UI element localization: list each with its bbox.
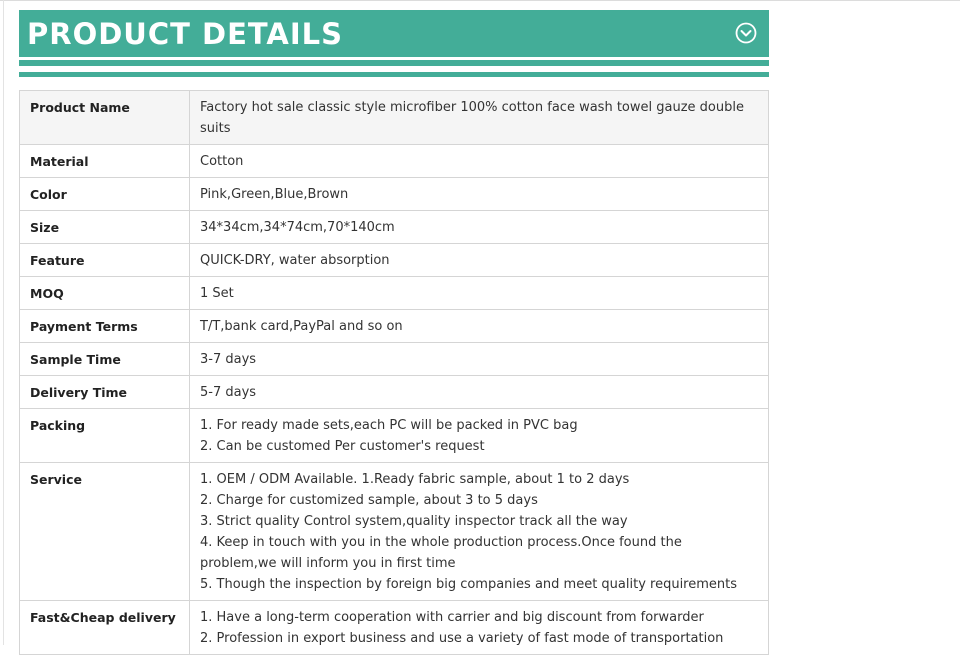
row-value bbox=[190, 178, 769, 211]
value-line: 1 Set bbox=[200, 286, 234, 301]
table-row bbox=[20, 343, 769, 376]
header-stripe-upper bbox=[19, 60, 769, 66]
row-label: Sample Time bbox=[20, 343, 190, 376]
row-label: Fast&Cheap delivery bbox=[20, 601, 190, 655]
row-label: Delivery Time bbox=[20, 376, 190, 409]
row-value bbox=[190, 601, 769, 655]
product-details-header bbox=[19, 10, 769, 57]
value-line: 1. For ready made sets,each PC will be packed in PVC bag bbox=[200, 418, 578, 433]
table-row bbox=[20, 409, 769, 463]
row-value bbox=[190, 376, 769, 409]
value-line: T/T,bank card,PayPal and so on bbox=[200, 319, 403, 334]
row-label: Payment Terms bbox=[20, 310, 190, 343]
value-line: 3-7 days bbox=[200, 352, 257, 367]
value-line: 1. OEM / ODM Available. 1.Ready fabric sample, about 1 to 2 days bbox=[200, 472, 630, 487]
row-label: Service bbox=[20, 463, 190, 601]
table-row bbox=[20, 601, 769, 655]
value-line: 5. Though the inspection by foreign big companies and meet quality requirements bbox=[200, 577, 738, 592]
table-row bbox=[20, 463, 769, 601]
value-line: 34*34cm,34*74cm,70*140cm bbox=[200, 220, 395, 235]
frame-top-border bbox=[0, 0, 960, 1]
table-row bbox=[20, 277, 769, 310]
value-line: Factory hot sale classic style microfiber 100% cotton face wash towel gauze double suits bbox=[200, 100, 744, 136]
value-line: 2. Charge for customized sample, about 3 to 5 days bbox=[200, 493, 538, 508]
row-value bbox=[190, 211, 769, 244]
row-value bbox=[190, 310, 769, 343]
table-row bbox=[20, 211, 769, 244]
table-row bbox=[20, 91, 769, 145]
row-value bbox=[190, 91, 769, 145]
value-line: 5-7 days bbox=[200, 385, 257, 400]
value-line: 2. Can be customed Per customer's request bbox=[200, 439, 485, 454]
header-stripe-lower bbox=[19, 72, 769, 77]
row-value bbox=[190, 277, 769, 310]
value-line: Cotton bbox=[200, 154, 244, 169]
row-label: Product Name bbox=[20, 91, 190, 145]
section-title: PRODUCT DETAILS bbox=[27, 17, 344, 51]
frame-left-border bbox=[3, 0, 4, 645]
row-value bbox=[190, 343, 769, 376]
collapse-toggle-button[interactable] bbox=[735, 22, 757, 44]
value-line: Pink,Green,Blue,Brown bbox=[200, 187, 349, 202]
value-line: 2. Profession in export business and use a variety of fast mode of transportation bbox=[200, 631, 724, 646]
value-line: 1. Have a long-term cooperation with carrier and big discount from forwarder bbox=[200, 610, 704, 625]
value-line: 3. Strict quality Control system,quality inspector track all the way bbox=[200, 514, 628, 529]
row-value bbox=[190, 244, 769, 277]
row-value bbox=[190, 409, 769, 463]
row-label: MOQ bbox=[20, 277, 190, 310]
value-line: QUICK-DRY, water absorption bbox=[200, 253, 390, 268]
chevron-down-circle-icon bbox=[735, 22, 757, 44]
table-row bbox=[20, 310, 769, 343]
product-details-table bbox=[19, 90, 769, 655]
table-row bbox=[20, 244, 769, 277]
row-value bbox=[190, 145, 769, 178]
row-label: Material bbox=[20, 145, 190, 178]
row-label: Feature bbox=[20, 244, 190, 277]
value-line: 4. Keep in touch with you in the whole production process.Once found the problem,we will inform you in first time bbox=[200, 535, 682, 571]
row-label: Color bbox=[20, 178, 190, 211]
table-row bbox=[20, 376, 769, 409]
table-row bbox=[20, 178, 769, 211]
row-label: Packing bbox=[20, 409, 190, 463]
table-row bbox=[20, 145, 769, 178]
row-label: Size bbox=[20, 211, 190, 244]
row-value bbox=[190, 463, 769, 601]
